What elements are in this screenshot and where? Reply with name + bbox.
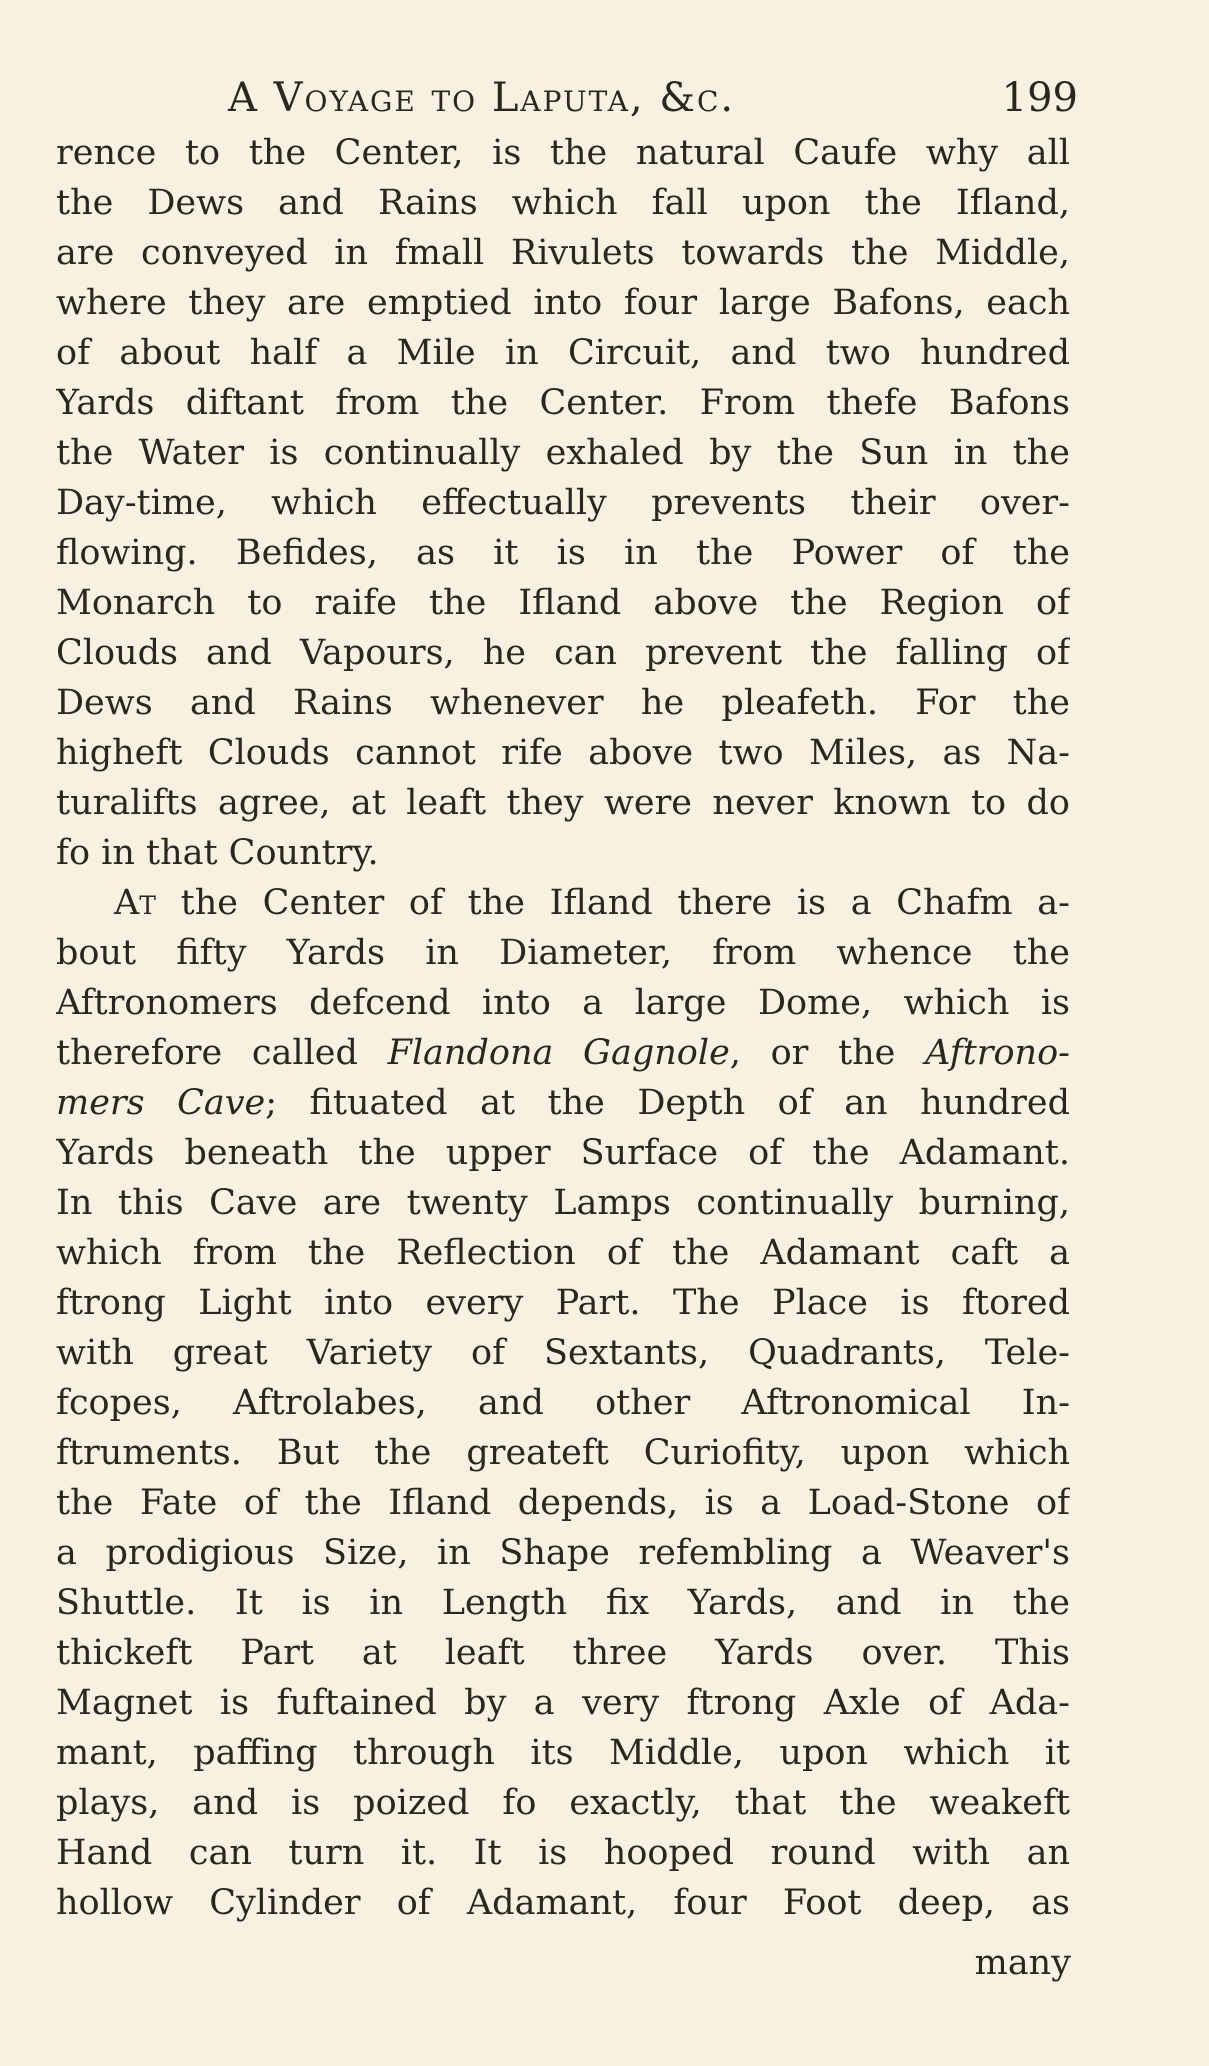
text-line: fcopes, Aftrolabes, and other Aftronomical In- (56, 1383, 1070, 1423)
text-line: Magnet is fuftained by a very ftrong Axle of Ada- (56, 1683, 1070, 1723)
text-line (56, 878, 1070, 928)
text-line: Dews and Rains whenever he pleafeth. For the (56, 683, 1070, 723)
text-span: therefore called (56, 1033, 388, 1073)
page-number: 199 (1001, 75, 1078, 121)
text-line: Shuttle. It is in Length fix Yards, and in the (56, 1583, 1070, 1623)
text-line: thickeft Part at leaft three Yards over. This (56, 1633, 1070, 1673)
text-line: Aftronomers defcend into a large Dome, which is (56, 983, 1070, 1023)
catchword: many (974, 1943, 1071, 1983)
text-line: with great Variety of Sextants, Quadrants, Tele- (56, 1333, 1070, 1373)
text-span: ; fituated at the Depth of an hundred (265, 1083, 1070, 1123)
text-line: where they are emptied into four large Bafons, each (56, 283, 1070, 323)
text-line: ftrong Light into every Part. The Place is ftored (56, 1283, 1070, 1323)
text-span: the Center of the Ifland there is a Chafm a- (155, 883, 1070, 923)
text-line: In this Cave are twenty Lamps continually burning, (56, 1183, 1070, 1223)
text-line: higheft Clouds cannot rife above two Miles, as Na- (56, 733, 1070, 773)
running-header (228, 68, 1078, 128)
text-line: Yards beneath the upper Surface of the Adamant. (56, 1133, 1070, 1173)
text-line: Monarch to raife the Ifland above the Region of (56, 583, 1070, 623)
italic-term: Flandona Gagnole (387, 1033, 730, 1073)
text-span: , or the (729, 1033, 926, 1073)
paragraph-start-cap: At (114, 883, 156, 923)
text-line: are conveyed in fmall Rivulets towards the Middle, (56, 233, 1070, 273)
text-line (56, 1078, 1070, 1128)
text-line: the Fate of the Ifland depends, is a Load-Stone of (56, 1483, 1070, 1523)
text-line: Yards diftant from the Center. From thefe Bafons (56, 383, 1070, 423)
text-line: which from the Reflection of the Adamant caft a (56, 1233, 1070, 1273)
text-line: plays, and is poized fo exactly, that the weakeft (56, 1783, 1070, 1823)
text-line: ftruments. But the greateft Curiofity, upon which (56, 1433, 1070, 1473)
text-line: Day-time, which effectually prevents their over- (56, 483, 1070, 523)
text-line: fo in that Country. (56, 833, 379, 873)
text-line: Hand can turn it. It is hooped round with an (56, 1833, 1070, 1873)
text-line: the Dews and Rains which fall upon the Ifland, (56, 183, 1070, 223)
text-line: of about half a Mile in Circuit, and two hundred (56, 333, 1070, 373)
text-line: Clouds and Vapours, he can prevent the falling of (56, 633, 1070, 673)
text-line: flowing. Befides, as it is in the Power of the (56, 533, 1070, 573)
page-body (56, 128, 1070, 1928)
text-line: mant, paffing through its Middle, upon which it (56, 1733, 1070, 1773)
text-line (56, 1028, 1070, 1078)
running-title: A Voyage to Laputa, &c. (228, 75, 736, 121)
text-line: turalifts agree, at leaft they were never known to do (56, 783, 1070, 823)
text-line: rence to the Center, is the natural Caufe why all (56, 133, 1070, 173)
text-line: hollow Cylinder of Adamant, four Foot deep, as (56, 1883, 1070, 1923)
italic-term: Aftrono- (925, 1033, 1070, 1073)
italic-term: mers Cave (56, 1083, 266, 1123)
text-line: bout fifty Yards in Diameter, from whence the (56, 933, 1070, 973)
text-line: the Water is continually exhaled by the Sun in the (56, 433, 1070, 473)
text-line: a prodigious Size, in Shape refembling a Weaver's (56, 1533, 1070, 1573)
